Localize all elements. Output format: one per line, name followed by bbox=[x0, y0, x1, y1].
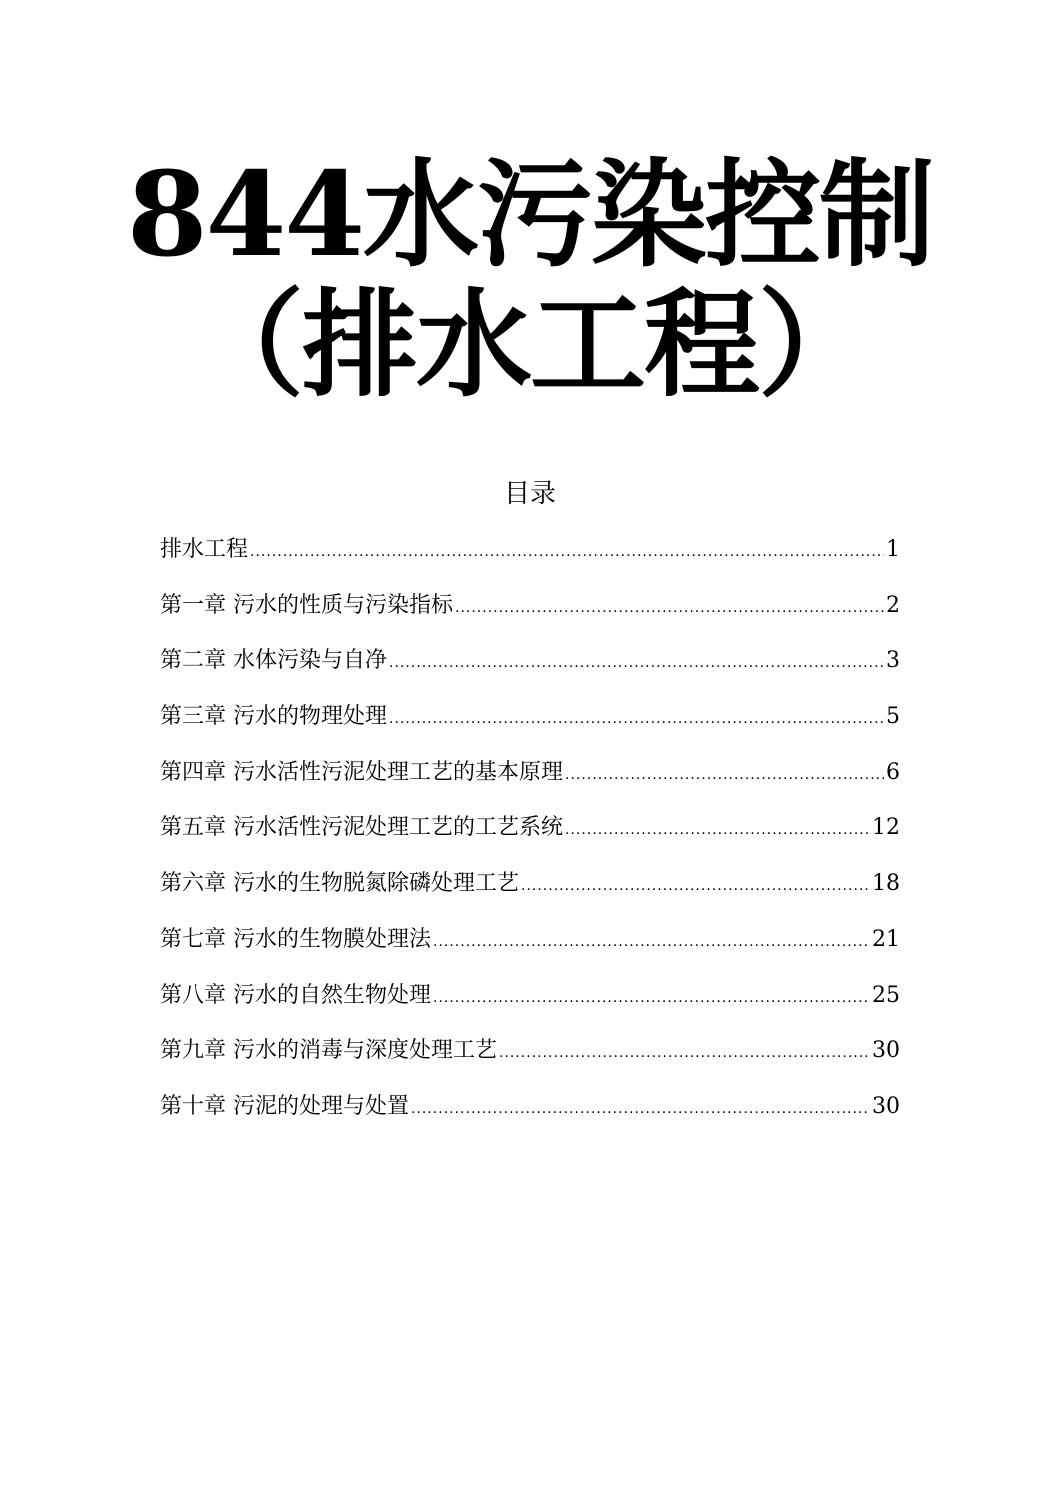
toc-entry-page: 1 bbox=[886, 537, 900, 562]
toc-leader-dots bbox=[433, 980, 870, 1016]
toc-heading: 目录 bbox=[503, 479, 556, 509]
table-of-contents bbox=[160, 532, 900, 1145]
toc-entry-page: 6 bbox=[886, 759, 900, 785]
toc-leader-dots bbox=[411, 1091, 870, 1127]
toc-entry-label: 第八章 污水的自然生物处理 bbox=[160, 982, 431, 1008]
toc-leader-dots bbox=[499, 1035, 870, 1071]
toc-entry-label: 第三章 污水的物理处理 bbox=[160, 704, 387, 730]
toc-leader-dots bbox=[455, 590, 884, 626]
toc-leader-dots bbox=[250, 534, 884, 570]
document-title-line-1: 844水污染控制 bbox=[126, 147, 934, 283]
toc-leader-dots bbox=[433, 924, 870, 960]
toc-leader-dots bbox=[389, 701, 884, 737]
toc-entry-label: 第五章 污水活性污泥处理工艺的工艺系统 bbox=[160, 815, 563, 841]
toc-leader-dots bbox=[389, 645, 884, 681]
toc-leader-dots bbox=[565, 812, 870, 848]
toc-entry-page: 2 bbox=[886, 592, 900, 618]
toc-entry-label: 第十章 污泥的处理与处置 bbox=[160, 1093, 409, 1119]
toc-entry-label: 第四章 污水活性污泥处理工艺的基本原理 bbox=[160, 759, 563, 785]
toc-entry-page: 3 bbox=[886, 648, 900, 674]
toc-entry[interactable] bbox=[160, 532, 900, 588]
toc-entry-label: 第一章 污水的性质与污染指标 bbox=[160, 592, 453, 618]
toc-entry-label: 第七章 污水的生物膜处理法 bbox=[160, 926, 431, 952]
toc-leader-dots bbox=[565, 757, 884, 793]
toc-entry-page: 18 bbox=[872, 871, 900, 897]
toc-entry-label: 第二章 水体污染与自净 bbox=[160, 648, 387, 674]
toc-entry-label: 第六章 污水的生物脱氮除磷处理工艺 bbox=[160, 871, 519, 897]
toc-entry-page: 30 bbox=[872, 1038, 900, 1064]
toc-entry[interactable] bbox=[160, 922, 900, 978]
toc-entry[interactable] bbox=[160, 699, 900, 755]
toc-entry-page: 30 bbox=[872, 1093, 900, 1119]
toc-entry-page: 5 bbox=[886, 704, 900, 730]
toc-entry[interactable] bbox=[160, 755, 900, 811]
toc-entry-page: 21 bbox=[872, 926, 900, 952]
toc-leader-dots bbox=[521, 868, 870, 904]
toc-entry-label: 排水工程 bbox=[160, 537, 249, 562]
toc-entry[interactable] bbox=[160, 643, 900, 699]
toc-entry-page: 12 bbox=[872, 815, 900, 841]
toc-entry[interactable] bbox=[160, 588, 900, 644]
toc-entry-page: 25 bbox=[872, 982, 900, 1008]
toc-entry[interactable] bbox=[160, 866, 900, 922]
toc-entry[interactable] bbox=[160, 1089, 900, 1145]
toc-entry[interactable] bbox=[160, 978, 900, 1034]
toc-entry[interactable] bbox=[160, 810, 900, 866]
document-title-line-2: （排水工程） bbox=[188, 277, 872, 413]
toc-entry[interactable] bbox=[160, 1033, 900, 1089]
toc-entry-label: 第九章 污水的消毒与深度处理工艺 bbox=[160, 1038, 497, 1064]
